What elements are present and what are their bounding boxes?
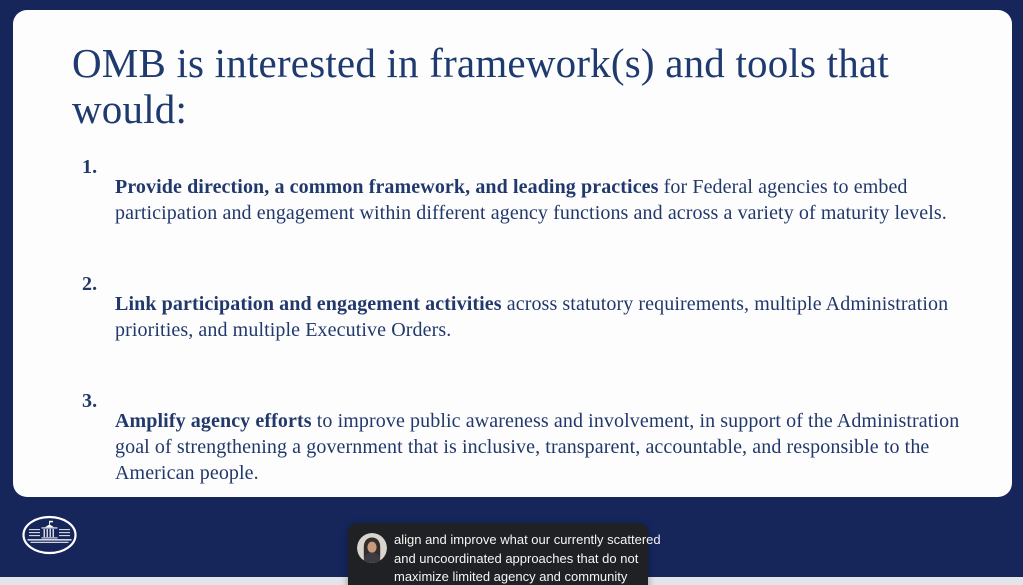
item-lead-text: Link participation and engagement activities <box>115 293 502 315</box>
slide-title-line-1: OMB is interested in framework(s) and tools that <box>72 40 889 86</box>
numbered-list <box>82 154 988 497</box>
live-caption-overlay[interactable] <box>348 523 661 585</box>
item-rest-text: to improve public awareness and involvement, in support of the Administration goal of strengthening a government that is inclusive, transparent, accountable, and responsible to the American people. <box>115 410 960 484</box>
item-rest-text: across statutory requirements, multiple Administration priorities, and multiple Executive Orders. <box>115 293 949 341</box>
slide-title <box>72 40 972 132</box>
item-text <box>115 408 988 486</box>
caption-text <box>394 531 661 585</box>
item-text <box>115 174 988 226</box>
presentation-slide <box>13 10 1012 497</box>
list-item <box>82 388 988 497</box>
item-lead-text: Amplify agency efforts <box>115 410 312 432</box>
caption-line: and uncoordinated approaches that do not <box>394 550 639 566</box>
caption-line: maximize limited agency and community <box>394 569 628 584</box>
list-item <box>82 154 988 246</box>
item-rest-text: for Federal agencies to embed participation and engagement within different agency functions and across a variety of maturity levels. <box>115 176 947 224</box>
caption-line: align and improve what our currently scattered <box>394 532 661 547</box>
item-number: 2. <box>82 273 98 295</box>
item-number: 1. <box>82 156 98 178</box>
list-item <box>82 271 988 363</box>
person-photo-icon <box>357 533 387 563</box>
item-lead-text: Provide direction, a common framework, and leading practices <box>115 176 659 198</box>
white-house-icon <box>21 515 78 555</box>
white-house-logo <box>21 515 78 555</box>
slide-title-line-2: would: <box>72 86 188 132</box>
speaker-avatar <box>357 533 387 563</box>
item-text <box>115 291 988 343</box>
item-number: 3. <box>82 390 98 412</box>
